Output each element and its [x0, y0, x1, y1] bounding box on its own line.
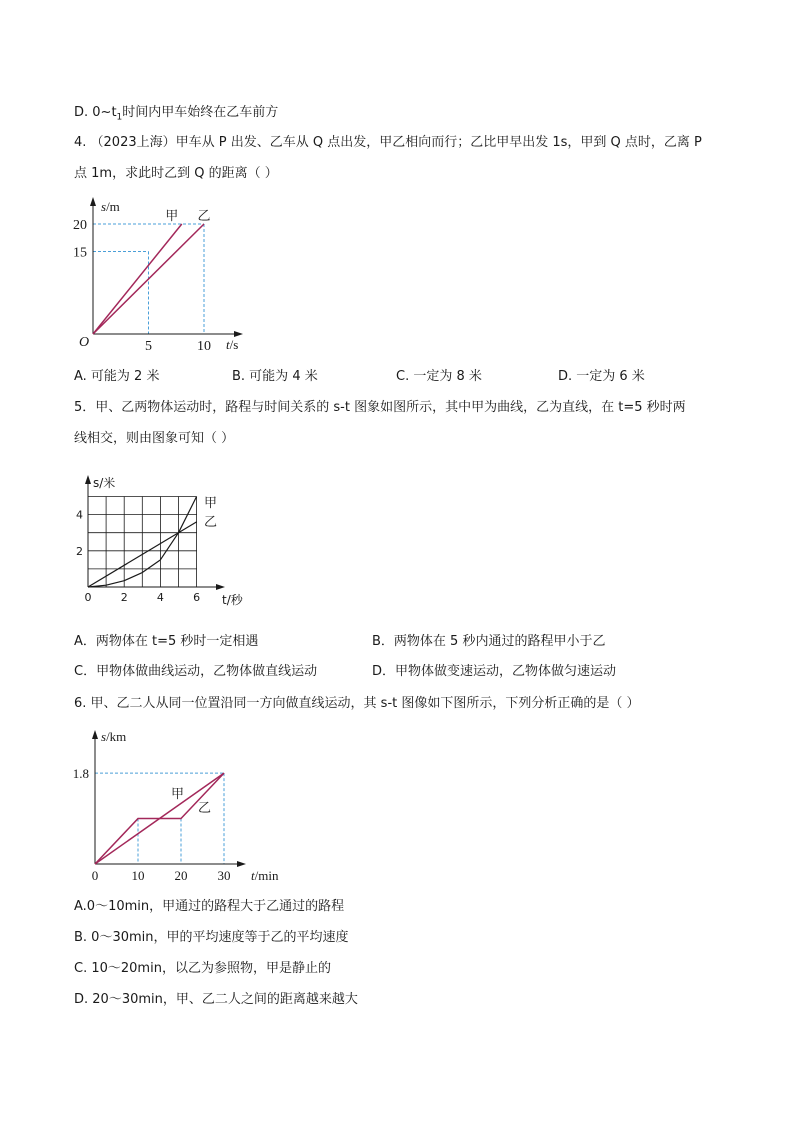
q4-option-b[interactable]: B. 可能为 4 米: [232, 369, 318, 384]
x-tick-label-1: 2: [120, 591, 128, 604]
x-axis-arrow: [216, 584, 225, 590]
x-axis-label: t/s: [226, 337, 239, 352]
origin-label: O: [79, 335, 90, 350]
y-axis-label: s/km: [101, 729, 127, 744]
q4-stem-line1: 4. （2023上海）甲车从 P 出发、乙车从 Q 点出发，甲乙相向而行；乙比甲早出发 1s，甲到 Q 点时，乙离 P: [74, 135, 702, 150]
x-axis-arrow: [234, 331, 243, 337]
x-tick-label-1: 10: [197, 339, 211, 354]
x-tick-label-2: 4: [156, 591, 164, 604]
y-tick-label-0: 1.8: [72, 766, 89, 782]
y-tick-label-1: 20: [73, 218, 87, 233]
q6-option-d[interactable]: D. 20～30min，甲、乙二人之间的距离越来越大: [74, 992, 358, 1007]
series-line-1: [88, 522, 197, 587]
q5-option-d[interactable]: D．甲物体做变速运动，乙物体做匀速运动: [372, 664, 617, 679]
series-line-1: [93, 224, 204, 334]
x-tick-label-2: 20: [174, 868, 188, 883]
y-axis-arrow: [92, 730, 98, 739]
q4-stem-line2: 点 1m，求此时乙到 Q 的距离（ ）: [74, 166, 278, 181]
series-label-0: 甲: [204, 496, 218, 511]
q5-option-b[interactable]: B．两物体在 5 秒内通过的路程甲小于乙: [372, 634, 606, 649]
x-tick-label-1: 10: [131, 868, 145, 883]
y-axis-label: s/m: [101, 199, 120, 214]
x-axis-arrow: [237, 861, 246, 867]
q6-stem: 6. 甲、乙二人从同一位置沿同一方向做直线运动，其 s-t 图像如下图所示，下列分析正确的是（ ）: [74, 696, 640, 711]
x-tick-label-0: 0: [91, 868, 99, 883]
series-line-0: [88, 497, 197, 588]
q6-option-c[interactable]: C. 10～20min，以乙为参照物，甲是静止的: [74, 961, 331, 976]
y-axis-arrow: [90, 197, 96, 206]
y-axis-label: s/米: [93, 476, 116, 490]
q6-option-a[interactable]: A.0～10min，甲通过的路程大于乙通过的路程: [74, 899, 345, 914]
y-tick-label-0: 15: [73, 245, 87, 261]
x-tick-label-3: 30: [217, 868, 231, 883]
q4-option-d[interactable]: D. 一定为 6 米: [558, 369, 645, 384]
q6-option-b[interactable]: B. 0～30min，甲的平均速度等于乙的平均速度: [74, 930, 349, 945]
series-label-0: 甲: [171, 787, 185, 802]
series-line-1: [95, 773, 224, 864]
series-line-0: [93, 224, 182, 334]
series-label-1: 乙: [204, 515, 218, 530]
q3-option-d: [74, 104, 278, 127]
q3-option-d-post: 时间内甲车始终在乙车前方: [122, 105, 279, 120]
q5-stem-line2: 线相交，则由图象可知（ ）: [74, 431, 235, 446]
series-label-0: 甲: [165, 209, 179, 224]
q5-stem-line1: 5．甲、乙两物体运动时，路程与时间关系的 s-t 图象如图所示，其中甲为曲线，乙为直线，在 t=5 秒时两: [74, 400, 686, 415]
q3-option-d-pre: D. 0~t: [74, 105, 117, 120]
q5-option-c[interactable]: C．甲物体做曲线运动，乙物体做直线运动: [74, 664, 318, 679]
q4-option-a[interactable]: A. 可能为 2 米: [74, 369, 160, 384]
series-label-1: 乙: [198, 801, 212, 816]
x-axis-label: t/min: [251, 868, 279, 883]
series-label-1: 乙: [197, 209, 211, 224]
y-axis-arrow: [85, 475, 91, 484]
x-tick-label-3: 6: [193, 591, 201, 604]
x-axis-label: t/秒: [222, 593, 243, 607]
x-tick-label-0: 5: [145, 339, 152, 354]
y-tick-label-1: 4: [76, 508, 83, 522]
q4-option-c[interactable]: C. 一定为 8 米: [396, 369, 482, 384]
x-tick-label-0: 0: [84, 591, 92, 604]
y-tick-label-0: 2: [76, 544, 83, 558]
q5-option-a[interactable]: A．两物体在 t=5 秒时一定相遇: [74, 634, 259, 649]
q3-option-d-sub: 1: [116, 112, 123, 123]
series-line-0: [95, 773, 224, 864]
